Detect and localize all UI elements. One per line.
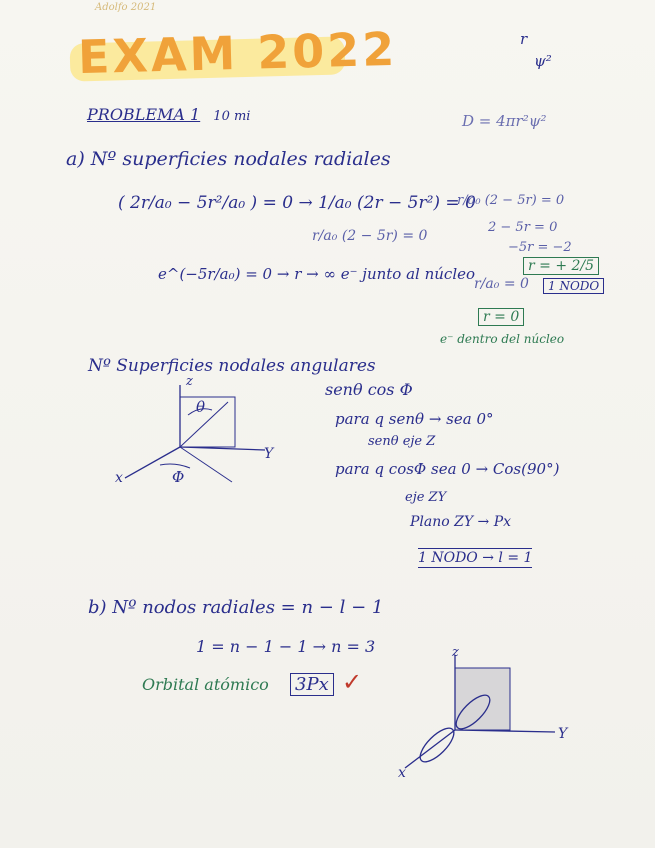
check-mark: ✓ — [342, 668, 363, 696]
equation-radial-3a: r/a₀ (2 − 5r) = 0 — [457, 193, 565, 208]
problem-time: 10 mi — [213, 109, 251, 124]
theta-label: θ — [196, 398, 206, 416]
phi-label: Φ — [172, 468, 185, 486]
axis-x-label-b: x — [398, 765, 406, 781]
nodo-l-label: 1 NODO → l = 1 — [418, 550, 533, 566]
angular-line-3: senθ eje Z — [368, 434, 436, 449]
angular-line-1: senθ cos Φ — [325, 380, 413, 399]
angular-heading: Nº Superficies nodales angulares — [88, 356, 376, 376]
corner-psi-label: ψ² — [534, 52, 552, 70]
equation-radial-3b: 2 − 5r = 0 — [488, 220, 558, 235]
nodo-box: 1 NODO — [543, 278, 604, 294]
angular-line-5: eje ZY — [405, 490, 447, 505]
equation-radial-3c: −5r = −2 — [508, 240, 572, 255]
equation-radial-2: r/a₀ (2 − 5r) = 0 — [312, 228, 428, 244]
plane-label: Plano ZY → Px — [410, 514, 512, 530]
problem-title: PROBLEMA 1 — [87, 105, 201, 124]
exponential-term: e^(−5r/a₀) = 0 → r → ∞ e⁻ junto al núcleo — [158, 265, 476, 283]
orbital-box: 3Px — [290, 673, 334, 696]
corner-r-label: r — [520, 30, 528, 48]
probability-formula: D = 4πr²ψ² — [462, 112, 547, 130]
axis-z-label-a: z — [186, 374, 193, 389]
axis-y-label-a: Y — [264, 446, 274, 462]
equation-radial-1: ( 2r/a₀ − 5r²/a₀ ) = 0 → 1/a₀ (2r − 5r²) = 0 — [118, 193, 476, 213]
axis-y-label-b: Y — [558, 726, 568, 742]
orbital-label: Orbital atómico — [142, 675, 269, 694]
root-box: r = + 2/5 — [523, 257, 599, 275]
part-a-heading: a) Nº superficies nodales radiales — [66, 148, 391, 170]
axis-x-label-a: x — [115, 470, 123, 486]
angular-line-4: para q cosΦ sea 0 → Cos(90°) — [335, 460, 560, 478]
part-b-heading: b) Nº nodos radiales = n − l − 1 — [88, 597, 384, 618]
equation-radial-4: r/a₀ = 0 — [474, 276, 529, 292]
page-title: EXAM 2022 — [77, 21, 398, 85]
part-b-equation: 1 = n − 1 − 1 → n = 3 — [196, 637, 376, 656]
header-scribble: Adolfo 2021 — [95, 2, 157, 13]
angular-line-2: para q senθ → sea 0° — [335, 410, 494, 428]
axis-z-label-b: z — [452, 645, 459, 660]
r-zero-note: e⁻ dentro del núcleo — [440, 332, 565, 346]
r-zero-box: r = 0 — [478, 308, 524, 326]
